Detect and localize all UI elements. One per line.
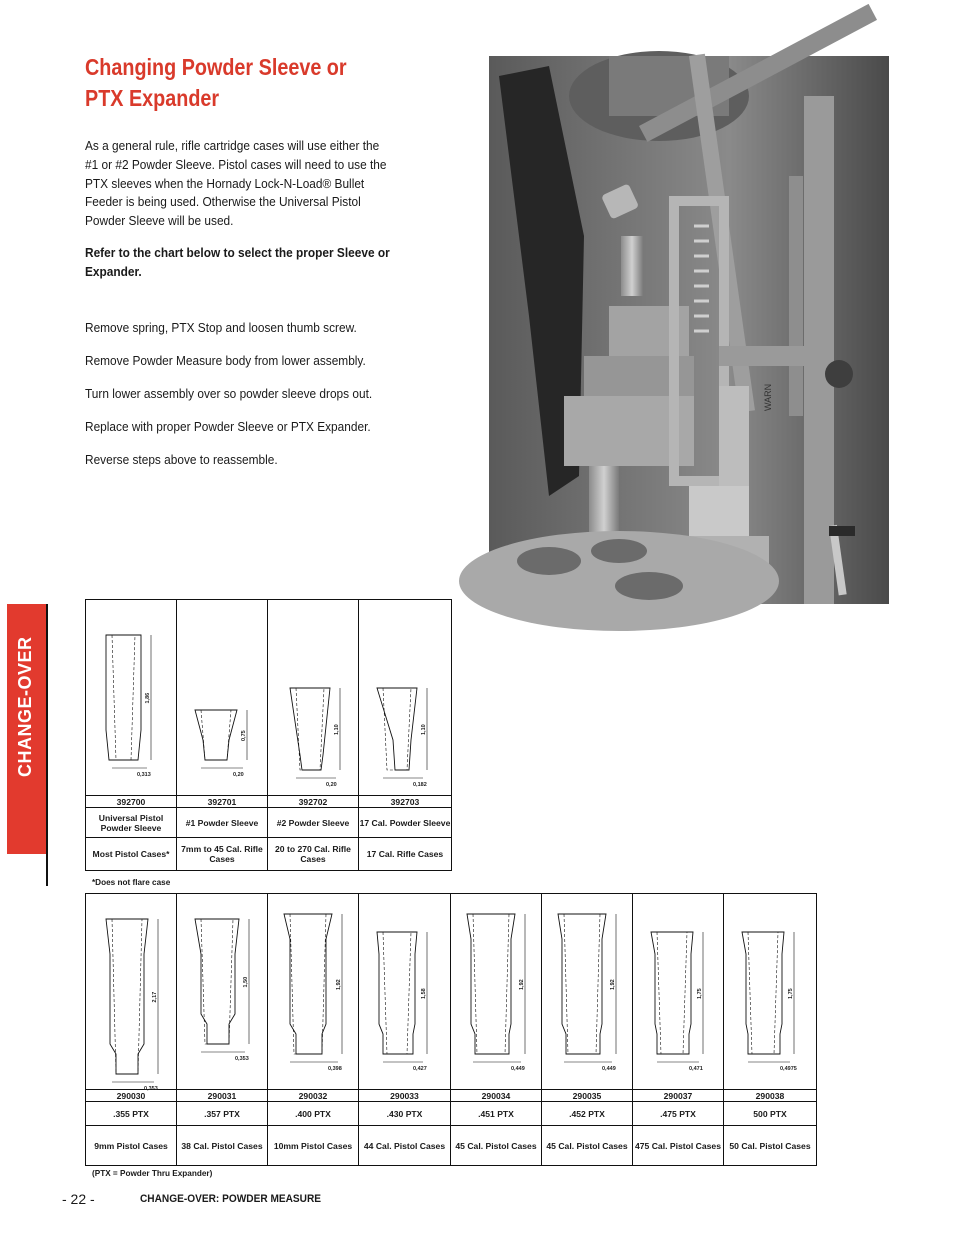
ptx-name: .475 PTX — [633, 1102, 724, 1126]
step-3: Turn lower assembly over so powder sleeve drops out. — [85, 386, 373, 401]
ptx-expander-chart — [85, 893, 817, 1166]
powder-sleeve-chart — [85, 599, 452, 871]
ptx-name: 500 PTX — [724, 1102, 817, 1126]
sleeve-name: #2 Powder Sleeve — [268, 808, 359, 838]
sleeve-diameter-label: 0,20 — [233, 772, 244, 778]
sleeve-drawing-cell — [86, 600, 177, 796]
ptx-diameter-label: 0,471 — [689, 1066, 703, 1072]
ptx-drawing-cell — [633, 894, 724, 1090]
instruction-paragraph: Refer to the chart below to select the proper Sleeve or Expander. — [85, 245, 390, 279]
sleeve-height-label: 1,10 — [334, 724, 340, 735]
ptx-drawing-cell — [177, 894, 268, 1090]
ptx-name: .355 PTX — [86, 1102, 177, 1126]
ptx-diagram — [724, 894, 814, 1088]
ptx-application: 44 Cal. Pistol Cases — [359, 1126, 451, 1166]
ptx-height-label: 1,50 — [243, 976, 249, 988]
ptx-name: .452 PTX — [542, 1102, 633, 1126]
sleeve-drawing-cell — [359, 600, 452, 796]
sleeve-diagram — [177, 600, 267, 794]
ptx-name: .400 PTX — [268, 1102, 359, 1126]
ptx-height-label: 1,75 — [788, 988, 794, 999]
sleeve-drawing-cell — [268, 600, 359, 796]
ptx-part-number: 290037 — [633, 1090, 724, 1102]
sleeve-name: 17 Cal. Powder Sleeve — [359, 808, 452, 838]
ptx-outline — [284, 914, 332, 1054]
sleeve-diagram — [359, 600, 449, 794]
step-5: Reverse steps above to reassemble. — [85, 452, 278, 467]
ptx-application: 45 Cal. Pistol Cases — [451, 1126, 542, 1166]
ptx-name: .451 PTX — [451, 1102, 542, 1126]
ptx-application: 475 Cal. Pistol Cases — [633, 1126, 724, 1166]
ptx-height-label: 1,58 — [421, 988, 427, 999]
ptx-diagram — [451, 894, 541, 1088]
sleeve-outline — [106, 635, 141, 760]
section-tab-label: CHANGE-OVER — [15, 636, 35, 777]
ptx-part-number: 290030 — [86, 1090, 177, 1102]
ptx-part-number: 290031 — [177, 1090, 268, 1102]
sleeve-application: 20 to 270 Cal. Rifle Cases — [268, 838, 359, 871]
sleeve-diagram — [268, 600, 358, 794]
ptx-application: 10mm Pistol Cases — [268, 1126, 359, 1166]
ptx-diameter-label: 0,398 — [328, 1066, 342, 1072]
ptx-footnote: (PTX = Powder Thru Expander) — [92, 1169, 213, 1178]
footer-section-label: CHANGE-OVER: POWDER MEASURE — [140, 1193, 322, 1205]
ptx-part-number: 290032 — [268, 1090, 359, 1102]
ptx-height-label: 1,92 — [519, 979, 525, 990]
sleeve-height-label: 1,10 — [421, 724, 427, 735]
sleeve-application: Most Pistol Cases* — [86, 838, 177, 871]
page-title — [85, 52, 412, 114]
ptx-part-number: 290034 — [451, 1090, 542, 1102]
title-line-2: PTX Expander — [85, 85, 220, 111]
ptx-diameter-label: 0,4975 — [780, 1066, 797, 1072]
sleeve-part-number: 392703 — [359, 796, 452, 808]
ptx-diameter-label: 0,449 — [511, 1066, 525, 1072]
ptx-diameter-label: 0,353 — [235, 1056, 249, 1062]
ptx-application: 38 Cal. Pistol Cases — [177, 1126, 268, 1166]
sleeve-diameter-label: 0,20 — [326, 782, 337, 788]
sleeve-drawing-cell — [177, 600, 268, 796]
step-2: Remove Powder Measure body from lower assembly. — [85, 353, 366, 368]
ptx-name: .430 PTX — [359, 1102, 451, 1126]
ptx-outline — [106, 919, 148, 1074]
sleeve-outline — [377, 688, 417, 770]
step-1: Remove spring, PTX Stop and loosen thumb screw. — [85, 320, 357, 335]
sleeve-diameter-label: 0,313 — [137, 772, 151, 778]
section-tab-rule — [46, 604, 48, 886]
title-line-1: Changing Powder Sleeve or — [85, 54, 347, 80]
ptx-diagram — [86, 894, 176, 1092]
ptx-outline — [377, 932, 417, 1054]
ptx-drawing-cell — [724, 894, 817, 1090]
intro-paragraph: As a general rule, rifle cartridge cases will use either the #1 or #2 Powder Sleeve. Pistol cases will need to use the PTX sleeves when the Hornady Lock-N-Load® Bullet Feeder is being used. Otherwise the Universal Pistol Powder Sleeve will be used. — [85, 138, 387, 229]
ptx-diameter-label: 0,427 — [413, 1066, 427, 1072]
sleeve-part-number: 392700 — [86, 796, 177, 808]
ptx-diameter-label: 0,353 — [144, 1086, 158, 1092]
ptx-height-label: 1,92 — [610, 979, 616, 990]
sleeve-outline — [290, 688, 330, 770]
ptx-height-label: 1,75 — [697, 988, 703, 999]
ptx-height-label: 1,92 — [336, 979, 342, 990]
ptx-diagram — [359, 894, 449, 1088]
sleeve-footnote: *Does not flare case — [92, 878, 171, 887]
ptx-diagram — [177, 894, 267, 1088]
photo-warning-label: WARN — [763, 383, 773, 411]
sleeve-part-number: 392701 — [177, 796, 268, 808]
sleeve-diameter-label: 0,182 — [413, 782, 427, 788]
sleeve-diagram — [86, 600, 176, 794]
sleeve-height-label: 1,86 — [145, 692, 151, 704]
ptx-drawing-cell — [359, 894, 451, 1090]
sleeve-application: 7mm to 45 Cal. Rifle Cases — [177, 838, 268, 871]
sleeve-name: #1 Powder Sleeve — [177, 808, 268, 838]
ptx-application: 45 Cal. Pistol Cases — [542, 1126, 633, 1166]
ptx-application: 50 Cal. Pistol Cases — [724, 1126, 817, 1166]
sleeve-application: 17 Cal. Rifle Cases — [359, 838, 452, 871]
sleeve-height-label: 0,75 — [241, 730, 247, 741]
ptx-part-number: 290033 — [359, 1090, 451, 1102]
ptx-part-number: 290035 — [542, 1090, 633, 1102]
ptx-outline — [467, 914, 515, 1054]
ptx-diagram — [542, 894, 632, 1088]
ptx-drawing-cell — [451, 894, 542, 1090]
ptx-name: .357 PTX — [177, 1102, 268, 1126]
ptx-application: 9mm Pistol Cases — [86, 1126, 177, 1166]
ptx-drawing-cell — [542, 894, 633, 1090]
sleeve-name: Universal Pistol Powder Sleeve — [86, 808, 177, 838]
ptx-outline — [558, 914, 606, 1054]
ptx-drawing-cell — [86, 894, 177, 1090]
ptx-height-label: 2,17 — [152, 991, 158, 1003]
ptx-part-number: 290038 — [724, 1090, 817, 1102]
sleeve-part-number: 392702 — [268, 796, 359, 808]
ptx-diameter-label: 0,449 — [602, 1066, 616, 1072]
step-4: Replace with proper Powder Sleeve or PTX Expander. — [85, 419, 371, 434]
ptx-drawing-cell — [268, 894, 359, 1090]
ptx-diagram — [633, 894, 723, 1088]
page-number: - 22 - — [62, 1191, 95, 1207]
powder-measure-photo — [489, 56, 889, 604]
ptx-diagram — [268, 894, 358, 1088]
